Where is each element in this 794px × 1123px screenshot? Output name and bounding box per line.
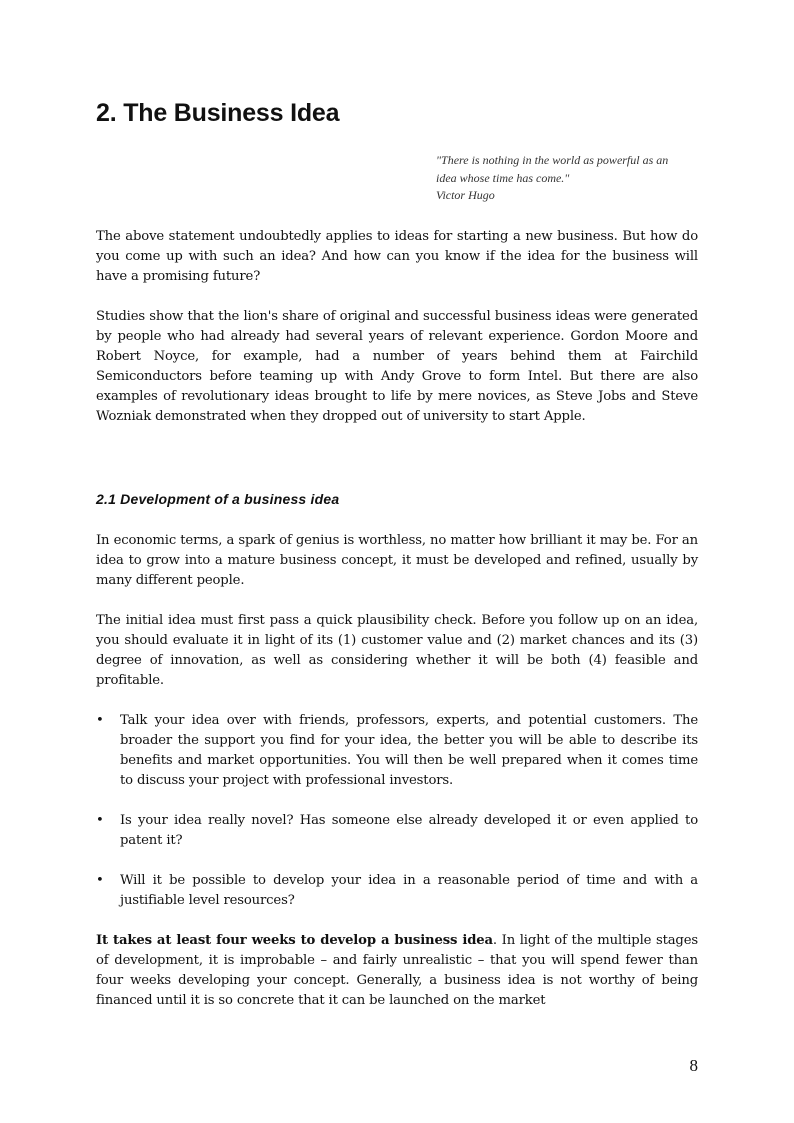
section-paragraph-2: The initial idea must first pass a quick plausibility check. Before you follow up on an idea, you should evaluate it in light of its (1) customer value and (2) market chances and its (3) degree of innovation, as well as considering whether it will be both (4) feasible and profitable. bbox=[96, 612, 698, 688]
chapter-title: 2. The Business Idea bbox=[96, 99, 340, 127]
intro-paragraph-2: Studies show that the lion's share of original and successful business ideas were generated by people who had already had several years of relevant experience. Gordon Moore and Robert Noyce, for example, had a number of years behind them at Fairchild Semiconductors before teaming up with Andy Grove to form Intel. But there are also examples of revolutionary ideas brought to life by mere novices, as Steve Jobs and Steve Wozniak demonstrated when they dropped out of university to start Apple. bbox=[96, 308, 698, 424]
list-item bbox=[96, 811, 698, 851]
epigraph-quote bbox=[436, 152, 698, 205]
section-heading: 2.1 Development of a business idea bbox=[96, 490, 340, 507]
closing-text: . In light of the multiple stages of development, it is improbable – and fairly unrealistic – that you will spend fewer than four weeks developing your concept. Generally, a business idea is not worthy of being financed until it is so concrete that it can be launched on the market bbox=[96, 932, 698, 1008]
section-paragraph-1: In economic terms, a spark of genius is worthless, no matter how brilliant it may be. For an idea to grow into a mature business concept, it must be developed and refined, usually by many different people. bbox=[96, 532, 698, 588]
list-item-text: Is your idea really novel? Has someone else already developed it or even applied to patent it? bbox=[120, 812, 698, 848]
list-item-text: Will it be possible to develop your idea in a reasonable period of time and with a justifiable level resources? bbox=[120, 872, 698, 908]
list-item bbox=[96, 871, 698, 911]
intro-paragraph-1: The above statement undoubtedly applies to ideas for starting a new business. But how do you come up with such an idea? And how can you know if the idea for the business will have a promising future? bbox=[96, 228, 698, 284]
bullet-icon: • bbox=[96, 872, 104, 888]
page-content bbox=[96, 96, 698, 1011]
quote-author: Victor Hugo bbox=[436, 188, 495, 202]
bullet-icon: • bbox=[96, 812, 104, 828]
bullet-icon: • bbox=[96, 712, 104, 728]
quote-line-1: "There is nothing in the world as powerful as an bbox=[436, 153, 669, 167]
list-item bbox=[96, 711, 698, 791]
list-item-text: Talk your idea over with friends, professors, experts, and potential customers. The broader the support you find for your idea, the better you will be able to describe its benefits and market opportunities. You will then be well prepared when it comes time to discuss your project with professional investors. bbox=[120, 712, 698, 788]
closing-bold-lead: It takes at least four weeks to develop a business idea bbox=[96, 932, 493, 948]
quote-line-2: idea whose time has come." bbox=[436, 170, 570, 185]
closing-paragraph bbox=[96, 931, 698, 1011]
bullet-list bbox=[96, 711, 698, 911]
page-number: 8 bbox=[689, 1056, 698, 1075]
